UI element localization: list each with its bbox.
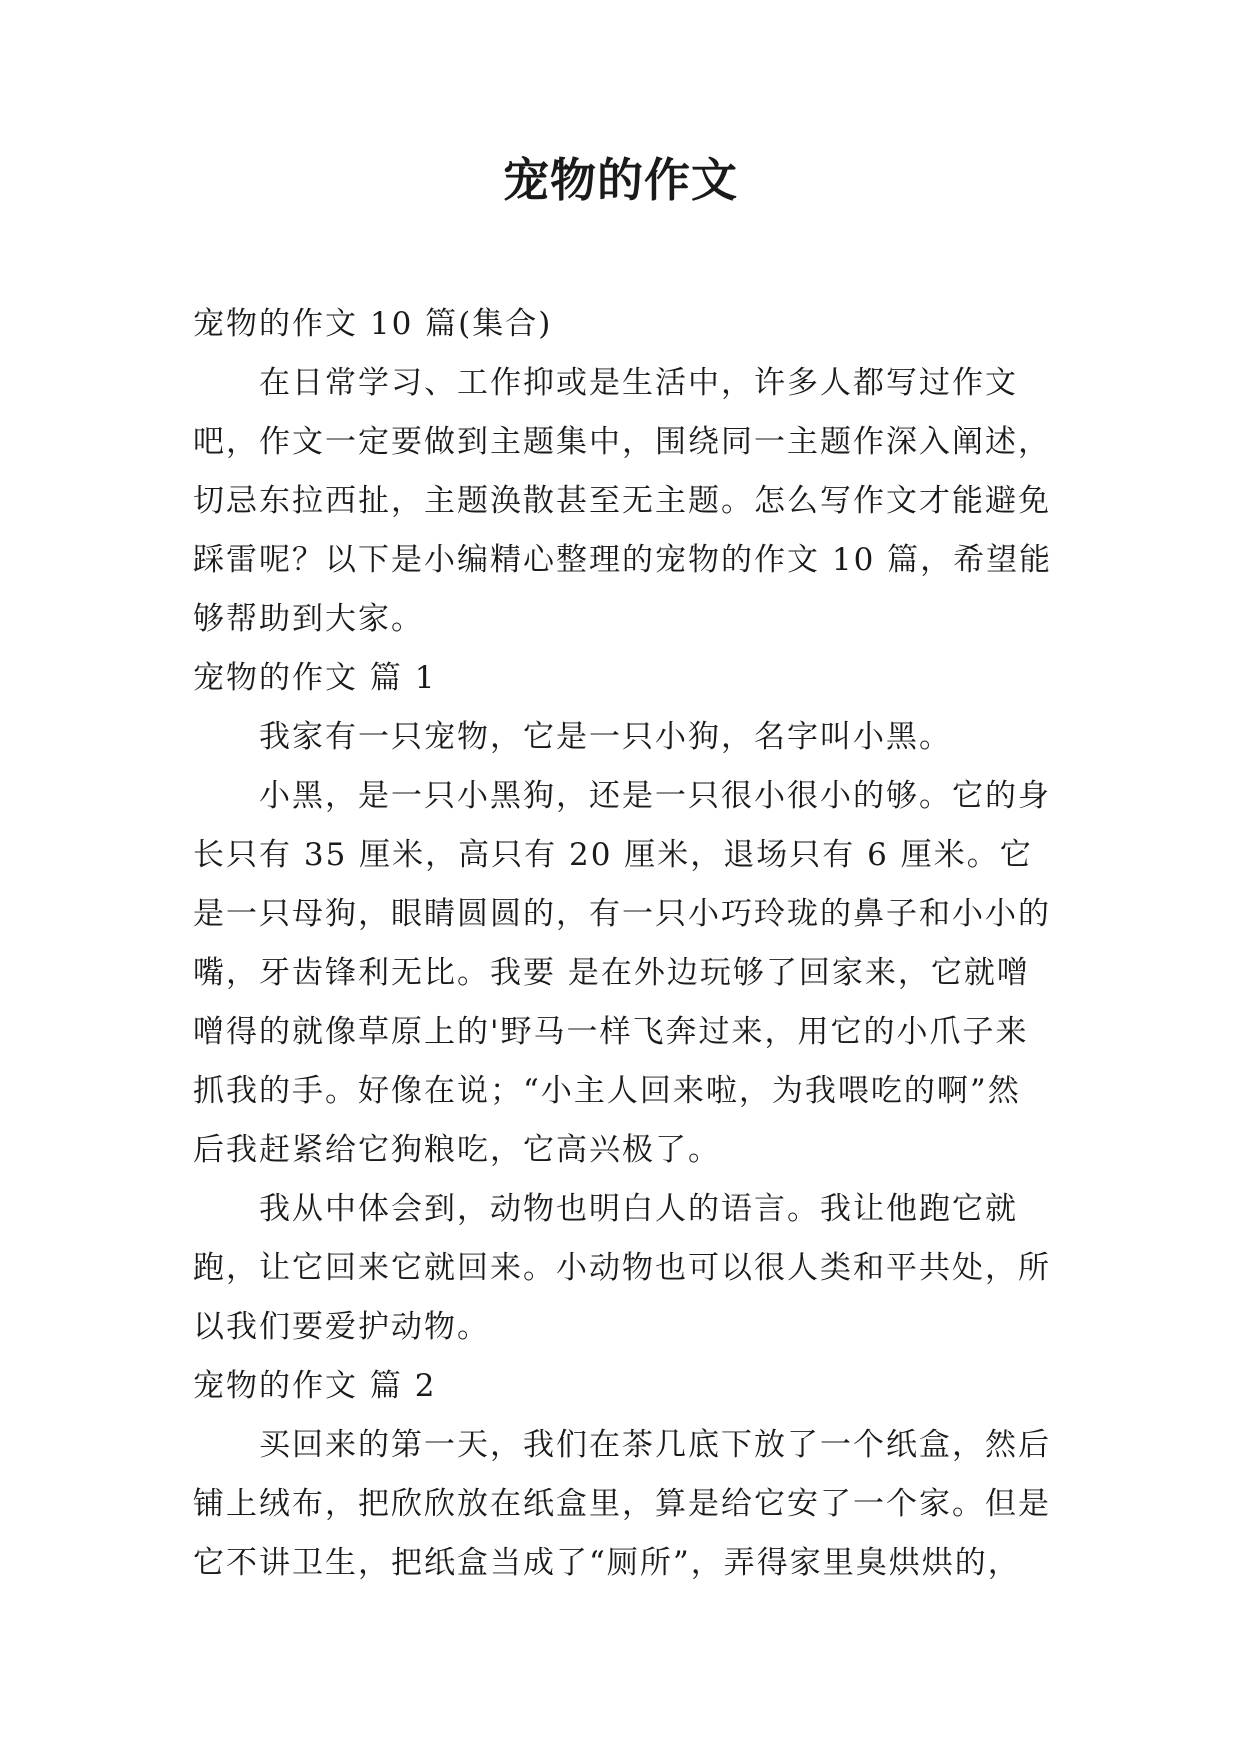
document-body	[193, 295, 1053, 1593]
paragraph: 小黑，是一只小黑狗，还是一只很小很小的够。它的身长只有 35 厘米，高只有 20 厘米，退场只有 6 厘米。它是一只母狗，眼睛圆圆的，有一只小巧玲珑的鼻子和小小的嘴，牙齿锋利无比。我要 是在外边玩够了回家来，它就噌噌得的就像草原上的'野马一样飞奔过来，用它的小爪子来抓我的手。好像在说；“小主人回来啦，为我喂吃的啊”然后我赶紧给它狗粮吃，它高兴极了。	[193, 778, 1051, 1168]
section-heading: 宠物的作文 10 篇(集合)	[193, 306, 553, 342]
paragraph: 我家有一只宠物，它是一只小狗，名字叫小黑。	[259, 719, 952, 755]
paragraph: 买回来的第一天，我们在茶几底下放了一个纸盒，然后铺上绒布，把欣欣放在纸盒里，算是给它安了一个家。但是它不讲卫生，把纸盒当成了“厕所”，弄得家里臭烘烘的，	[193, 1427, 1051, 1581]
document-title: 宠物的作文	[503, 153, 738, 207]
paragraph: 我从中体会到，动物也明白人的语言。我让他跑它就跑，让它回来它就回来。小动物也可以很人类和平共处，所以我们要爱护动物。	[193, 1191, 1051, 1345]
section-heading: 宠物的作文 篇 1	[193, 660, 437, 696]
section-heading: 宠物的作文 篇 2	[193, 1368, 437, 1404]
paragraph: 在日常学习、工作抑或是生活中，许多人都写过作文吧，作文一定要做到主题集中，围绕同一主题作深入阐述，切忌东拉西扯，主题涣散甚至无主题。怎么写作文才能避免踩雷呢？以下是小编精心整理的宠物的作文 10 篇，希望能够帮助到大家。	[193, 365, 1053, 637]
